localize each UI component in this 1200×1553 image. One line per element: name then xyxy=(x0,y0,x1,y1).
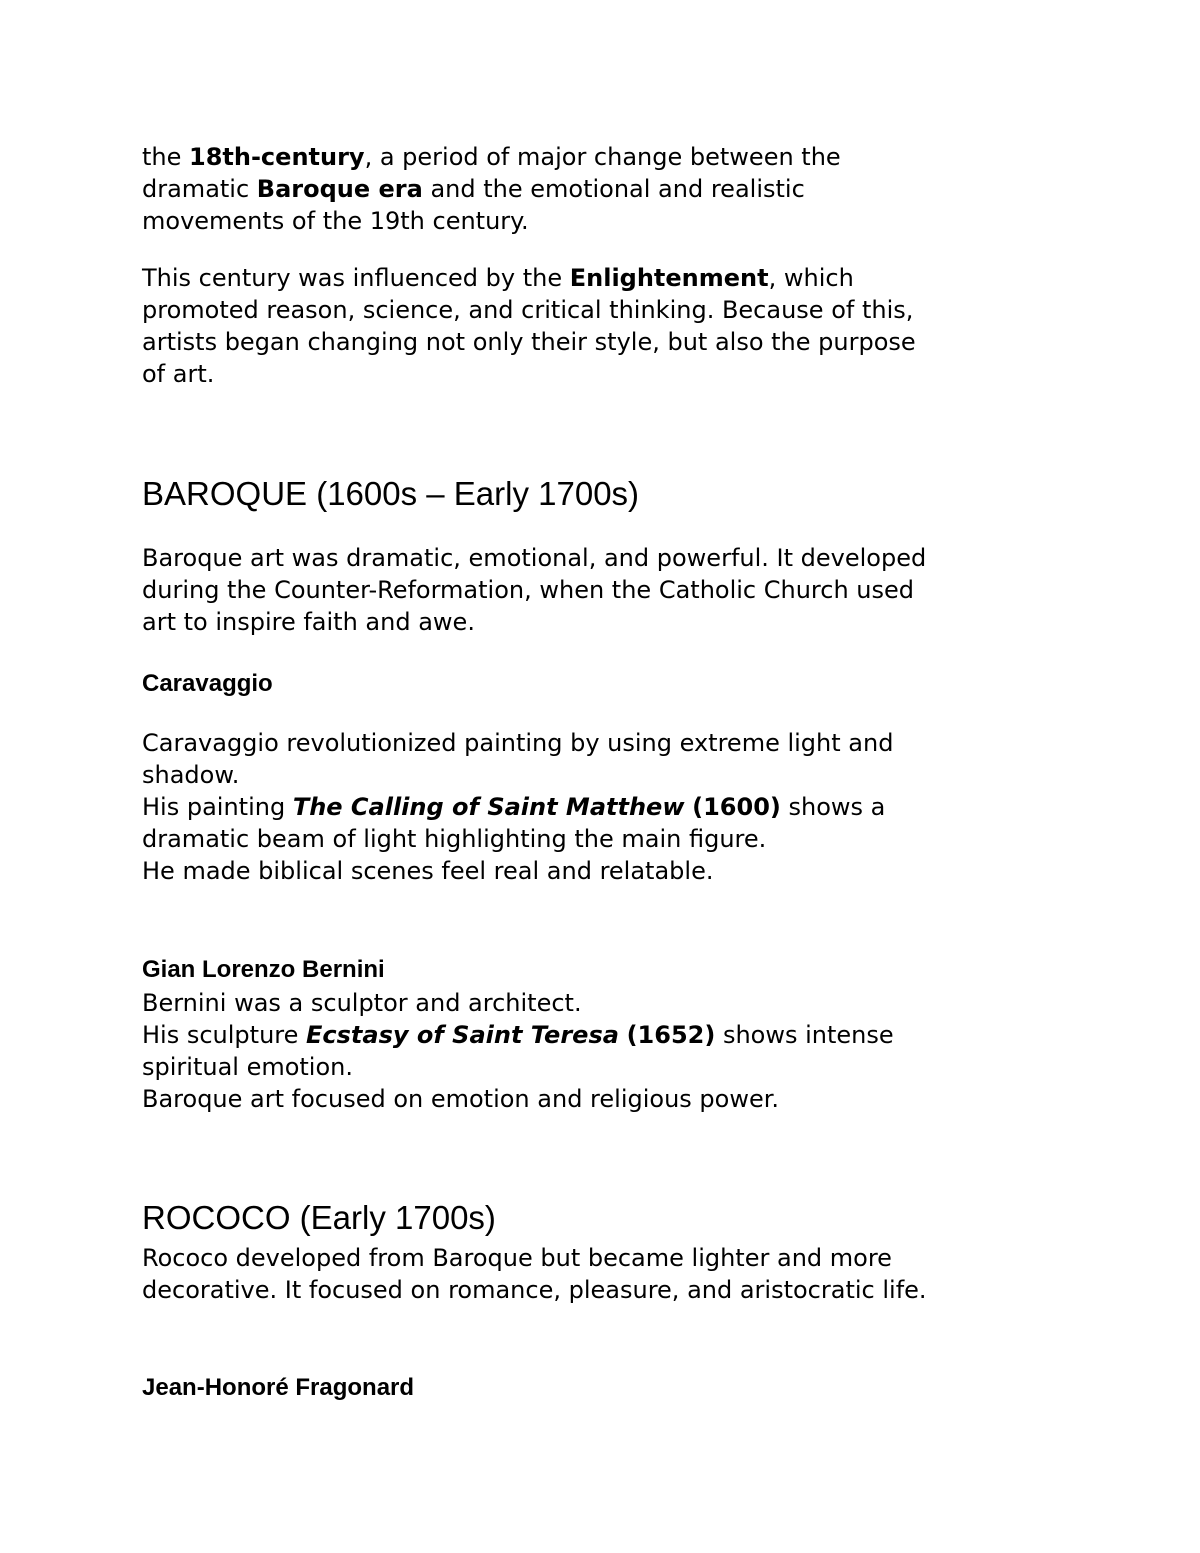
artwork-title: The Calling of Saint Matthew xyxy=(292,793,685,821)
baroque-intro-paragraph xyxy=(142,542,1062,638)
text-line: during the Counter-Reformation, when the Catholic Church used xyxy=(142,576,915,604)
text-line xyxy=(142,173,1062,205)
intro-paragraph-1 xyxy=(142,141,1062,237)
text-line: promoted reason, science, and critical thinking. Because of this, xyxy=(142,296,914,324)
text-line: decorative. It focused on romance, pleasure, and aristocratic life. xyxy=(142,1276,927,1304)
text-line: art to inspire faith and awe. xyxy=(142,608,475,636)
text-run: shows a xyxy=(780,793,886,821)
artwork-year: (1600) xyxy=(692,793,781,821)
text-line: Bernini was a sculptor and architect. xyxy=(142,989,582,1017)
text-line: shadow. xyxy=(142,761,240,789)
text-line xyxy=(142,262,1062,294)
text-run: His sculpture xyxy=(142,1021,307,1049)
fragonard-subheading: Jean-Honoré Fragonard xyxy=(142,1374,415,1401)
text-line: Baroque art was dramatic, emotional, and powerful. It developed xyxy=(142,544,927,572)
text-run xyxy=(619,1021,627,1049)
text-line xyxy=(142,1019,1062,1051)
text-run: His painting xyxy=(142,793,293,821)
text-line: dramatic beam of light highlighting the main figure. xyxy=(142,825,767,853)
text-run: , which xyxy=(768,264,854,292)
text-line xyxy=(142,791,1062,823)
text-line: movements of the 19th century. xyxy=(142,207,529,235)
caravaggio-paragraph xyxy=(142,727,1062,887)
bold-term-18th-century: 18th-century xyxy=(189,143,365,171)
text-line: He made biblical scenes feel real and relatable. xyxy=(142,857,714,885)
bernini-paragraph xyxy=(142,987,1062,1115)
text-line: artists began changing not only their style, but also the purpose xyxy=(142,328,916,356)
rococo-intro-paragraph xyxy=(142,1242,1062,1306)
rococo-heading: ROCOCO (Early 1700s) xyxy=(142,1199,496,1236)
text-line: Rococo developed from Baroque but became lighter and more xyxy=(142,1244,892,1272)
baroque-heading: BAROQUE (1600s – Early 1700s) xyxy=(142,475,640,512)
bold-term-baroque-era: Baroque era xyxy=(256,175,423,203)
bold-term-enlightenment: Enlightenment xyxy=(569,264,769,292)
bernini-subheading: Gian Lorenzo Bernini xyxy=(142,956,385,983)
text-line: of art. xyxy=(142,360,215,388)
text-run: and the emotional and realistic xyxy=(422,175,805,203)
text-run xyxy=(685,793,693,821)
text-run: shows intense xyxy=(715,1021,894,1049)
text-run: dramatic xyxy=(142,175,257,203)
text-line: spiritual emotion. xyxy=(142,1053,353,1081)
text-line xyxy=(142,141,1062,173)
caravaggio-subheading: Caravaggio xyxy=(142,670,273,697)
intro-paragraph-2 xyxy=(142,262,1062,390)
artwork-title: Ecstasy of Saint Teresa xyxy=(306,1021,619,1049)
text-line: Baroque art focused on emotion and religious power. xyxy=(142,1085,780,1113)
text-line: Caravaggio revolutionized painting by using extreme light and xyxy=(142,729,894,757)
text-run: , a period of major change between the xyxy=(364,143,841,171)
artwork-year: (1652) xyxy=(626,1021,716,1049)
text-run: the xyxy=(142,143,190,171)
text-run: This century was influenced by the xyxy=(142,264,570,292)
